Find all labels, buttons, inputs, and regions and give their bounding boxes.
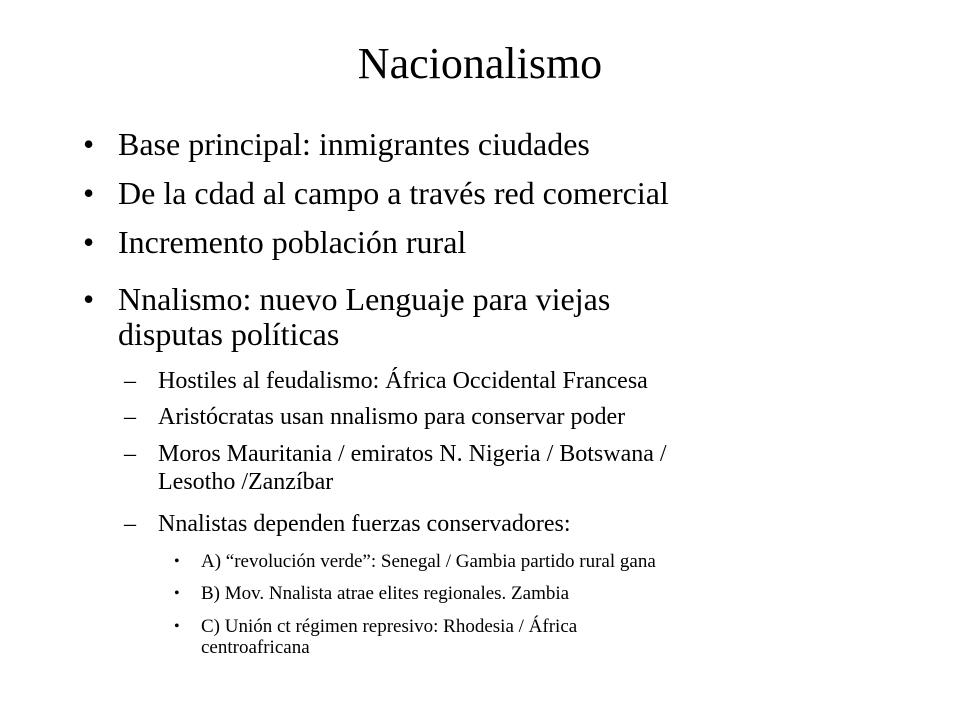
dash-marker: –: [124, 404, 136, 430]
bullet-text: De la cdad al campo a través red comercial: [118, 175, 669, 211]
bullet-marker: •: [83, 126, 95, 162]
bullet-text-line-1: Nnalismo: nuevo Lenguaje para viejas: [118, 281, 611, 317]
bullet-text: Base principal: inmigrantes ciudades: [118, 126, 590, 162]
bullet-marker: •: [174, 585, 180, 602]
bullet-text: Incremento población rural: [118, 224, 467, 260]
slide-title: Nacionalismo: [357, 39, 603, 88]
sub-sub-bullet-text: B) Mov. Nnalista atrae elites regionales. Zambia: [201, 583, 570, 604]
bullet-marker: •: [83, 175, 95, 211]
sub-bullet-text: Nnalistas dependen fuerzas conservadores:: [158, 511, 571, 537]
sub-sub-bullet-text-line-2: centroafricana: [201, 637, 310, 658]
sub-bullet-text-line-2: Lesotho /Zanzíbar: [158, 469, 334, 495]
sub-bullet-text: Aristócratas usan nnalismo para conservar poder: [158, 404, 626, 430]
sub-sub-bullet-text-line-1: C) Unión ct régimen represivo: Rhodesia / África: [201, 616, 578, 637]
bullet-marker: •: [83, 281, 95, 317]
sub-bullet-text: Hostiles al feudalismo: África Occidental Francesa: [158, 368, 648, 394]
dash-marker: –: [124, 511, 136, 537]
dash-marker: –: [124, 441, 136, 467]
dash-marker: –: [124, 368, 136, 394]
bullet-marker: •: [83, 224, 95, 260]
bullet-text-line-2: disputas políticas: [118, 316, 340, 352]
sub-bullet-text-line-1: Moros Mauritania / emiratos N. Nigeria / Botswana /: [158, 441, 667, 467]
bullet-marker: •: [174, 618, 180, 635]
bullet-marker: •: [174, 553, 180, 570]
sub-sub-bullet-text: A) “revolución verde”: Senegal / Gambia partido rural gana: [201, 551, 656, 572]
